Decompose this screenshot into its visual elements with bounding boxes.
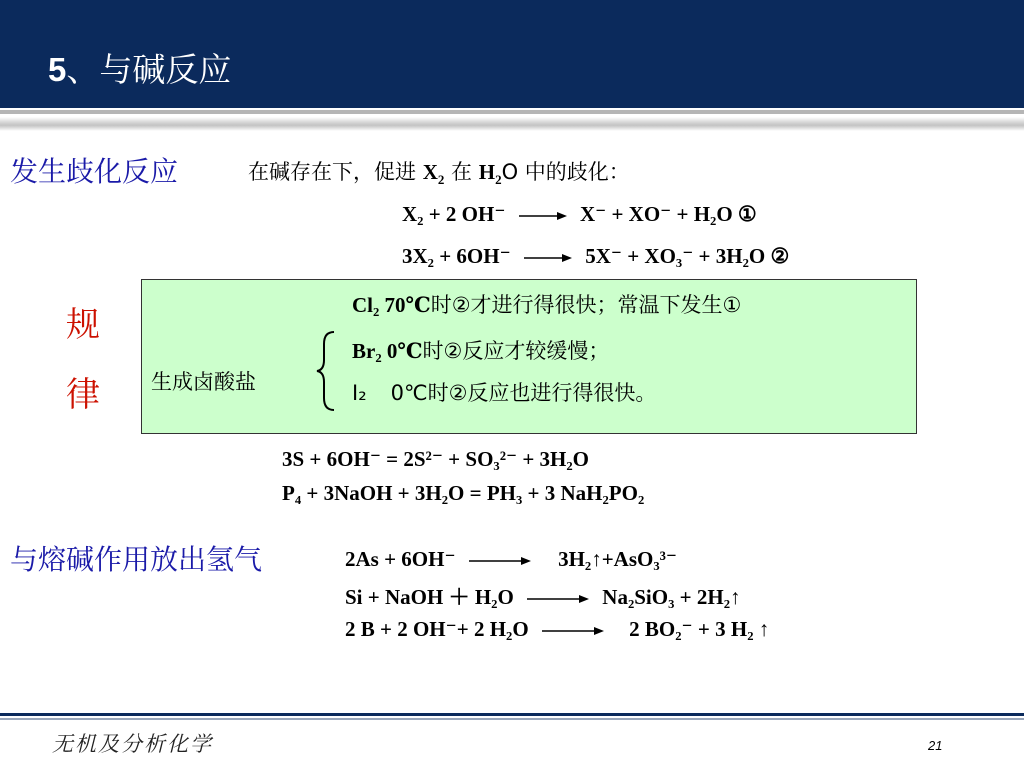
rule-line-bromine: Br₂ 0℃时②反应才较缓慢； — [352, 339, 610, 363]
section1-intro: 在碱存在下，促进 $X_2$ 在 $H_2O$ 中的歧化： — [248, 160, 630, 188]
equation-phosphorus: P₄ + 3NaOH + 3H₂O = PH₃ + 3 NaH₂PO₂ — [282, 481, 645, 505]
slide-number: 5 — [48, 51, 67, 88]
right-arrow-icon — [542, 624, 604, 638]
equation-2: 3X₂ + 6OH⁻ 5X⁻ + XO₃⁻ + 3H₂O ② — [402, 244, 790, 268]
section-heading-disproportionation: 发生歧化反应 — [10, 155, 179, 188]
curly-brace-icon — [314, 330, 338, 412]
divider-bar — [0, 110, 1024, 114]
rule-line-chlorine: Cl₂ 70℃时②才进行得很快；常温下发生① — [352, 293, 742, 317]
equation-silicon: Si + NaOH ＋ H₂O Na₂SiO₃ + 2H₂↑ — [345, 585, 741, 609]
divider-gradient — [0, 117, 1024, 131]
rule-label-1: 规 — [66, 305, 100, 345]
title-bar — [0, 0, 1024, 108]
rule-line-iodine: I₂ 0℃时②反应也进行得很快。 — [352, 381, 657, 405]
equation-1: X₂ + 2 OH⁻ X⁻ + XO⁻ + H₂O ① — [402, 202, 757, 226]
equation-sulfur: 3S + 6OH⁻ = 2S²⁻ + SO₃²⁻ + 3H₂O — [282, 447, 590, 471]
rule-product: 生成卤酸盐 — [151, 370, 256, 394]
slide-title-text: 、与碱反应 — [66, 50, 232, 89]
right-arrow-icon — [519, 209, 567, 223]
right-arrow-icon — [524, 251, 572, 265]
page-number: 21 — [928, 738, 943, 753]
rule-label-2: 律 — [66, 375, 100, 415]
equation-boron: 2 B + 2 OH⁻+ 2 H₂O 2 BO₂⁻ + 3 H₂ ↑ — [345, 617, 770, 641]
course-name: 无机及分析化学 — [52, 732, 213, 756]
right-arrow-icon — [527, 592, 589, 606]
section-heading-hydrogen: 与熔碱作用放出氢气 — [10, 543, 263, 576]
footer-line — [0, 713, 1024, 716]
equation-arsenic: 2As + 6OH⁻ 3H₂↑+AsO₃³⁻ — [345, 547, 678, 571]
slide-title — [48, 44, 231, 91]
right-arrow-icon — [469, 554, 531, 568]
footer-line-thin — [0, 718, 1024, 720]
